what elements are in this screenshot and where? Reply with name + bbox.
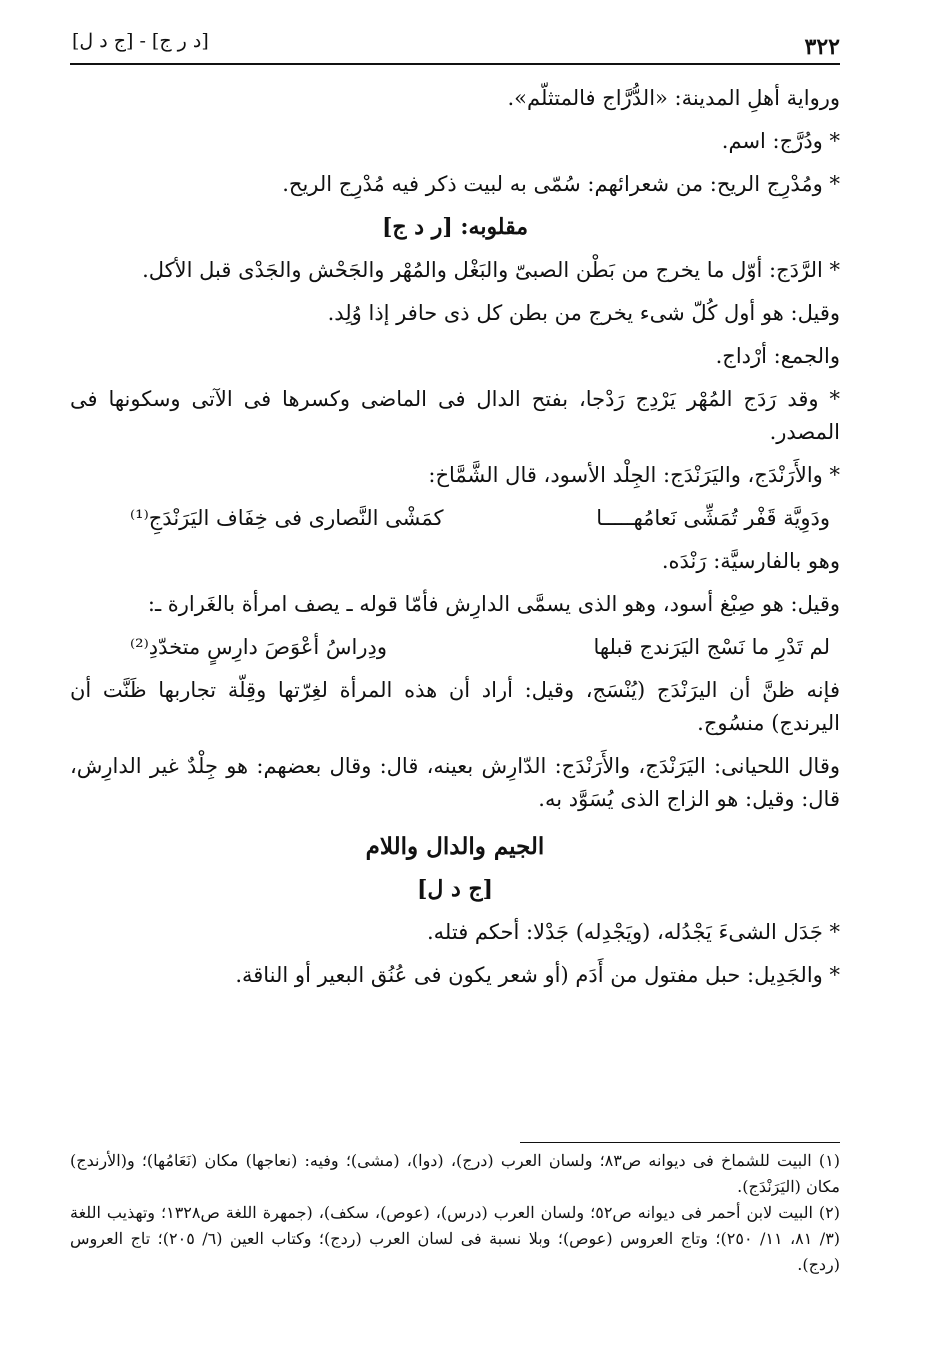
paragraph: * ودُرَّج: اسم. <box>721 129 840 153</box>
footnote: (٢) البيت لابن أحمر فى ديوانه ص٥٢؛ ولسان العرب (درس)، (عوص)، سكف)، (جمهرة اللغة ص١٣٢٨؛ وتهذيب اللغة (٣/ ٨١، ١١/ ٢٥٠)؛ وتاج العروس (عوص)؛ وبلا نسبة فى لسان العرب (ردج)؛ وكتاب العين (٦/ ٢٠٥)؛ تاج العروس (ردج). <box>70 1203 841 1274</box>
paragraph: * الرَّدَج: أوّل ما يخرج من بَطْن الصبىّ والبَغْل والمُهْر والجَحْش والجَدْى قبل الأكل. <box>142 258 840 282</box>
paragraph: * جَدَل الشىءَ يَجْدُله، (ويَجْدِله) جَدْلا: أحكم فتله. <box>426 920 840 944</box>
paragraph: ورواية أهلِ المدينة: «الدُّرَّاج فالمتثلّم». <box>507 86 840 110</box>
footnote: (١) البيت للشماخ فى ديوانه ص٨٣؛ ولسان العرب (درج)، (دوا)، (مشى)؛ وفيه: (نعاجها) مكان (نَعَامُها)؛ و(الأرندج) مكان (اليَرَنْدَج). <box>70 1151 840 1196</box>
paragraph: * ومُدْرِج الريح: من شعرائهم: سُمّى به لبيت ذكر فيه مُدْرِج الريح. <box>282 172 840 196</box>
chapter-heading: الجيم والدال واللام <box>365 833 545 860</box>
verse-first-hemistich: ودَوِيَّة قَفْر تُمَشِّى نَعامُهـــــا <box>596 506 830 530</box>
header-rule <box>70 63 840 65</box>
footnotes <box>70 1148 840 1278</box>
main-text <box>70 82 840 1002</box>
paragraph: والجمع: أرْداج. <box>715 344 840 368</box>
verse-line <box>70 631 840 664</box>
page-number: ٣٢٢ <box>804 34 840 60</box>
paragraph: وقال اللحيانى: اليَرَنْدَج، والأَرَنْدَج: الدّارِش بعينه، قال: وقال بعضهم: هو جِلْدٌ غير الدارِش، قال: وقيل: هو الزاج الذى يُسَوَّد به. <box>70 754 840 811</box>
paragraph: * والجَدِيل: حبل مفتول من أَدَم (أو شعر يكون فى عُنُق البعير أو الناقة. <box>235 963 840 987</box>
paragraph: وهو بالفارسيَّة: رَنْدَه. <box>661 549 840 573</box>
verse-line <box>70 502 840 535</box>
running-head: [د ر ج] - [ج د ل] <box>72 30 209 52</box>
footnote-rule <box>520 1142 840 1143</box>
paragraph: فإنه ظنَّ أن اليرَنْدَج (يُنْسَج، وقيل: أراد أن هذه المرأة لغِرّتها وقِلّة تجاربها ظَنَّت أن اليرندج) منسُوج. <box>70 678 840 735</box>
paragraph: * والأَرَنْدَج، واليَرَنْدَج: الجِلْد الأسود، قال الشَّمَّاخ: <box>428 463 840 487</box>
section-heading: مقلوبه: [ر د ج] <box>381 214 529 240</box>
verse-second-hemistich: ودِراسُ أعْوَصَ دارِسٍ متخدّدِ⁽²⁾ <box>130 635 387 659</box>
section-heading: [ج د ل] <box>416 876 494 902</box>
verse-second-hemistich: كمَشْى النَّصارى فى خِفَاف اليَرَنْدَجِ⁽¹⁾ <box>130 506 444 530</box>
verse-first-hemistich: لم تَدْرِ ما نَسْج اليَرَندج قبلها <box>593 635 830 659</box>
paragraph: وقيل: هو أول كُلّ شىء يخرج من بطن كل ذى حافر إذا وُلِد. <box>327 301 840 325</box>
paragraph: وقيل: هو صِبْغ أسود، وهو الذى يسمَّى الدارِش فأمّا قوله ـ يصف امرأة بالغَرارة ـ: <box>147 592 840 616</box>
paragraph: * وقد رَدَج المُهْر يَرْدِج رَدْجا، بفتح الدال فى الماضى وكسرها فى الآتى وسكونها فى المصدر. <box>70 387 840 444</box>
